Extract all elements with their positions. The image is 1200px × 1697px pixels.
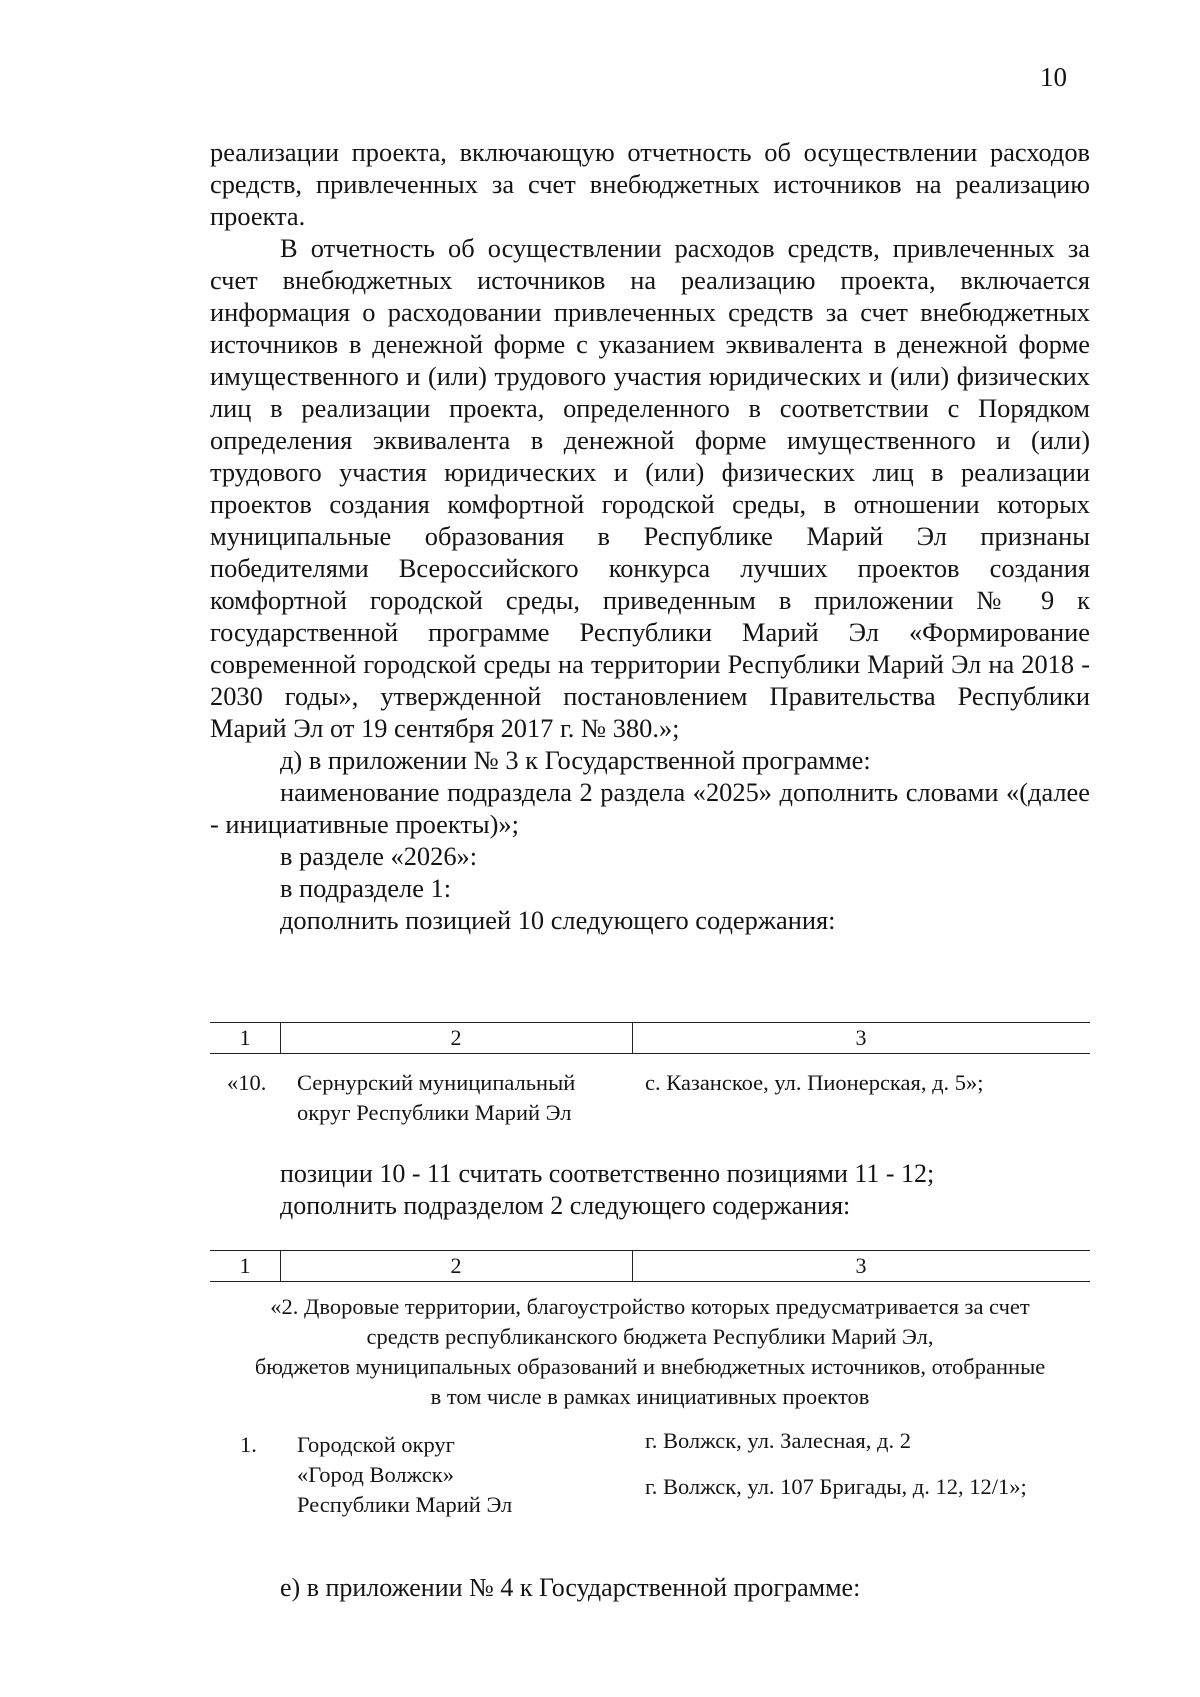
table1-row-address: с. Казанское, ул. Пионерская, д. 5»; bbox=[645, 1070, 984, 1095]
table2-header-col2: 2 bbox=[450, 1253, 462, 1278]
paragraph-subsection-1: в подразделе 1: bbox=[280, 873, 452, 903]
paragraph-renumber: позиции 10 - 11 считать соответственно позициями 11 - 12; bbox=[280, 1159, 935, 1188]
table1-header-col3: 3 bbox=[855, 1025, 867, 1050]
table2-header-col1: 1 bbox=[239, 1253, 251, 1278]
table2-section-title-line: в том числе в рамках инициативных проектов bbox=[430, 1384, 870, 1409]
table2-row-municipality-line2: «Город Волжск» bbox=[297, 1462, 454, 1487]
paragraph-continuation: реализации проекта, включающую отчетность об осуществлении расходов средств, привлеченных за счет внебюджетных источников на реализацию проекта. bbox=[210, 137, 1090, 231]
body-text bbox=[210, 136, 1090, 936]
table1-header bbox=[210, 1022, 1090, 1054]
table2-section-title-line: бюджетов муниципальных образований и внебюджетных источников, отобранные bbox=[254, 1354, 1046, 1379]
paragraph-reporting: В отчетность об осуществлении расходов средств, привлеченных за счет внебюджетных источников на реализацию проекта, включается информация о расходовании привлеченных средств за счет внебюджетных источников в денежной форме с указанием эквивалента в денежной форме имущественного и (или) трудового участия юридических и (или) физических лиц в реализации проекта, определенного в соответствии с Порядком определения эквивалента в денежной форме имущественного и (или) трудового участия юридических и (или) физических лиц в реализации проектов создания комфортной городской среды, в отношении которых муниципальные образования в Республике Марий Эл признаны победителями Всероссийского конкурса лучших проектов создания комфортной городской среды, приведенным в приложении № 9 к государственной программе Республики Марий Эл «Формирование современной городской среды на территории Республики Марий Эл на 2018 - 2030 годы», утвержденной постановлением Правительства Республики Марий Эл от 19 сентября 2017 г. № 380.»; bbox=[210, 233, 1090, 743]
table2-section-title-line: средств республиканского бюджета Республики Марий Эл, bbox=[366, 1324, 934, 1349]
page-number: 10 bbox=[1040, 62, 1067, 92]
table1-row-number: «10. bbox=[227, 1070, 267, 1095]
table1-header-col2: 2 bbox=[450, 1025, 462, 1050]
table2-row-address-2: г. Волжск, ул. 107 Бригады, д. 12, 12/1»; bbox=[645, 1474, 1027, 1499]
table1-header-col1: 1 bbox=[239, 1025, 251, 1050]
table2-section-title bbox=[210, 1292, 1090, 1412]
table2-row-number: 1. bbox=[240, 1432, 257, 1457]
table1-row-municipality-line1: Сернурский муниципальный bbox=[297, 1070, 576, 1095]
paragraph-add-subsection-2: дополнить подразделом 2 следующего содержания: bbox=[280, 1191, 851, 1220]
table2-section-title-line: «2. Дворовые территории, благоустройство которых предусматривается за счет bbox=[270, 1294, 1030, 1319]
paragraph-item-e: е) в приложении № 4 к Государственной программе: bbox=[280, 1573, 861, 1602]
table1-row-municipality-line2: округ Республики Марий Эл bbox=[297, 1100, 572, 1125]
paragraph-add-position: дополнить позицией 10 следующего содержания: bbox=[280, 905, 836, 935]
table2-row-municipality-line3: Республики Марий Эл bbox=[297, 1492, 513, 1517]
table2-row-municipality-line1: Городской округ bbox=[297, 1432, 455, 1457]
table2-header-col3: 3 bbox=[855, 1253, 867, 1278]
table2-row-address-1: г. Волжск, ул. Залесная, д. 2 bbox=[645, 1428, 911, 1453]
paragraph-section-2026: в разделе «2026»: bbox=[280, 841, 478, 871]
paragraph-subsection-name: наименование подраздела 2 раздела «2025» дополнить словами «(далее - инициативные проекты)»; bbox=[210, 777, 1090, 839]
paragraph-item-d: д) в приложении № 3 к Государственной программе: bbox=[280, 745, 871, 775]
table2-header bbox=[210, 1250, 1090, 1282]
